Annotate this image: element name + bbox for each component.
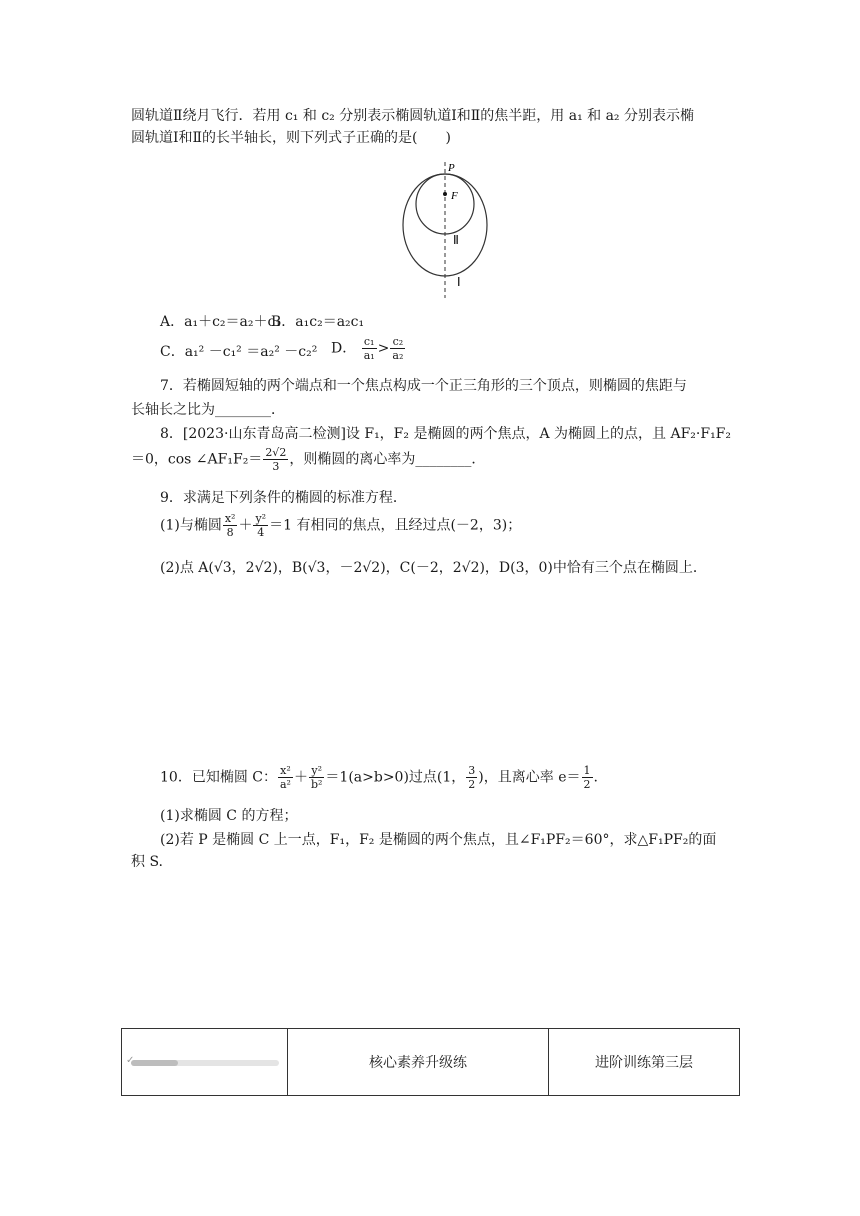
label-ii: Ⅱ — [453, 233, 459, 247]
ellipse-orbit-figure — [395, 158, 495, 303]
label-p: P — [448, 162, 455, 174]
q6-d-fraction-1: $\frac{\text{c₁}}{\text{a₁}}$ — [363, 335, 375, 362]
q10-fraction-y: $\frac{\text{y²}}{\text{b²}}$ — [310, 764, 323, 791]
q9-part-1: (1)与椭圆 $\frac{\text{x²}}{8}$ ＋ $\frac{\text{y²}}{4}$ ＝1 有相同的焦点，且经过点(－2，3)； — [160, 512, 522, 539]
q6-line-2: 圆轨道Ⅰ和Ⅱ的长半轴长，则下列式子正确的是( ) — [131, 130, 451, 146]
q7-line-2: 长轴长之比为________． — [131, 402, 285, 418]
q10-fraction-e: $\frac{1}{2}$ — [583, 764, 591, 791]
q10-part-1: (1)求椭圆 C 的方程； — [160, 808, 298, 824]
q6-option-d: D． $\frac{\text{c₁}}{\text{a₁}}$ > $\frac{\text{c₂}}{\text{a₂}}$ — [331, 335, 404, 362]
progress-bar-fill — [131, 1060, 178, 1066]
q8-line-2: ＝0，cos ∠AF₁F₂＝ $\frac{2√2}{3}$ ，则椭圆的离心率为________． — [131, 446, 486, 473]
check-icon: ✓ — [126, 1055, 135, 1066]
q6-option-c: C．a₁² －c₁² ＝a₂² －c₂² — [160, 344, 318, 360]
q8-line-1: 8．[2023·山东青岛高二检测]设 F₁，F₂ 是椭圆的两个焦点，A 为椭圆上的点，且 AF₂·F₁F₂ — [160, 426, 732, 442]
q9-fraction-x: $\frac{\text{x²}}{8}$ — [224, 512, 236, 539]
label-i: Ⅰ — [457, 275, 461, 289]
q10-part-2-line-2: 积 S. — [131, 854, 163, 870]
q7-line-1: 7．若椭圆短轴的两个端点和一个焦点构成一个正三角形的三个顶点，则椭圆的焦距与 — [160, 378, 687, 394]
q6-option-a: A．a₁＋c₂＝a₂＋c₁ — [160, 314, 281, 330]
banner-middle-cell: 核心素养升级练 — [288, 1029, 549, 1096]
q10-part-2-line-1: (2)若 P 是椭圆 C 上一点，F₁，F₂ 是椭圆的两个焦点，且∠F₁PF₂＝60°，求△F₁PF₂的面 — [160, 832, 717, 848]
q9-title: 9．求满足下列条件的椭圆的标准方程． — [160, 490, 407, 506]
label-f: F — [451, 190, 458, 202]
q6-line-1: 圆轨道Ⅱ绕月飞行．若用 c₁ 和 c₂ 分别表示椭圆轨道Ⅰ和Ⅱ的焦半距，用 a₁ 和 a₂ 分别表示椭 — [131, 108, 694, 124]
q10-fraction-x: $\frac{\text{x²}}{\text{a²}}$ — [279, 764, 291, 791]
q10-fraction-point: $\frac{3}{2}$ — [468, 764, 476, 791]
banner-right-cell: 进阶训练第三层 — [549, 1029, 740, 1096]
progress-bar — [131, 1060, 279, 1066]
focus-point — [443, 192, 447, 196]
q9-part-2: (2)点 A(√3，2√2)，B(√3，－2√2)，C(－2，2√2)，D(3，0)中恰有三个点在椭圆上． — [160, 560, 707, 576]
q8-fraction: $\frac{2√2}{3}$ — [265, 446, 287, 473]
q10-line-1: 10．已知椭圆 C： $\frac{\text{x²}}{\text{a²}}$ ＋ $\frac{\text{y²}}{\text{b²}}$ ＝1(a>b>0)过点(1， $\frac{3}{2}$ )，且离心率 e＝ $\frac{1}{2}$ . — [160, 764, 598, 791]
q6-option-b: B．a₁c₂＝a₂c₁ — [271, 314, 365, 330]
q6-d-fraction-2: $\frac{\text{c₂}}{\text{a₂}}$ — [392, 335, 404, 362]
q9-fraction-y: $\frac{\text{y²}}{4}$ — [255, 512, 267, 539]
